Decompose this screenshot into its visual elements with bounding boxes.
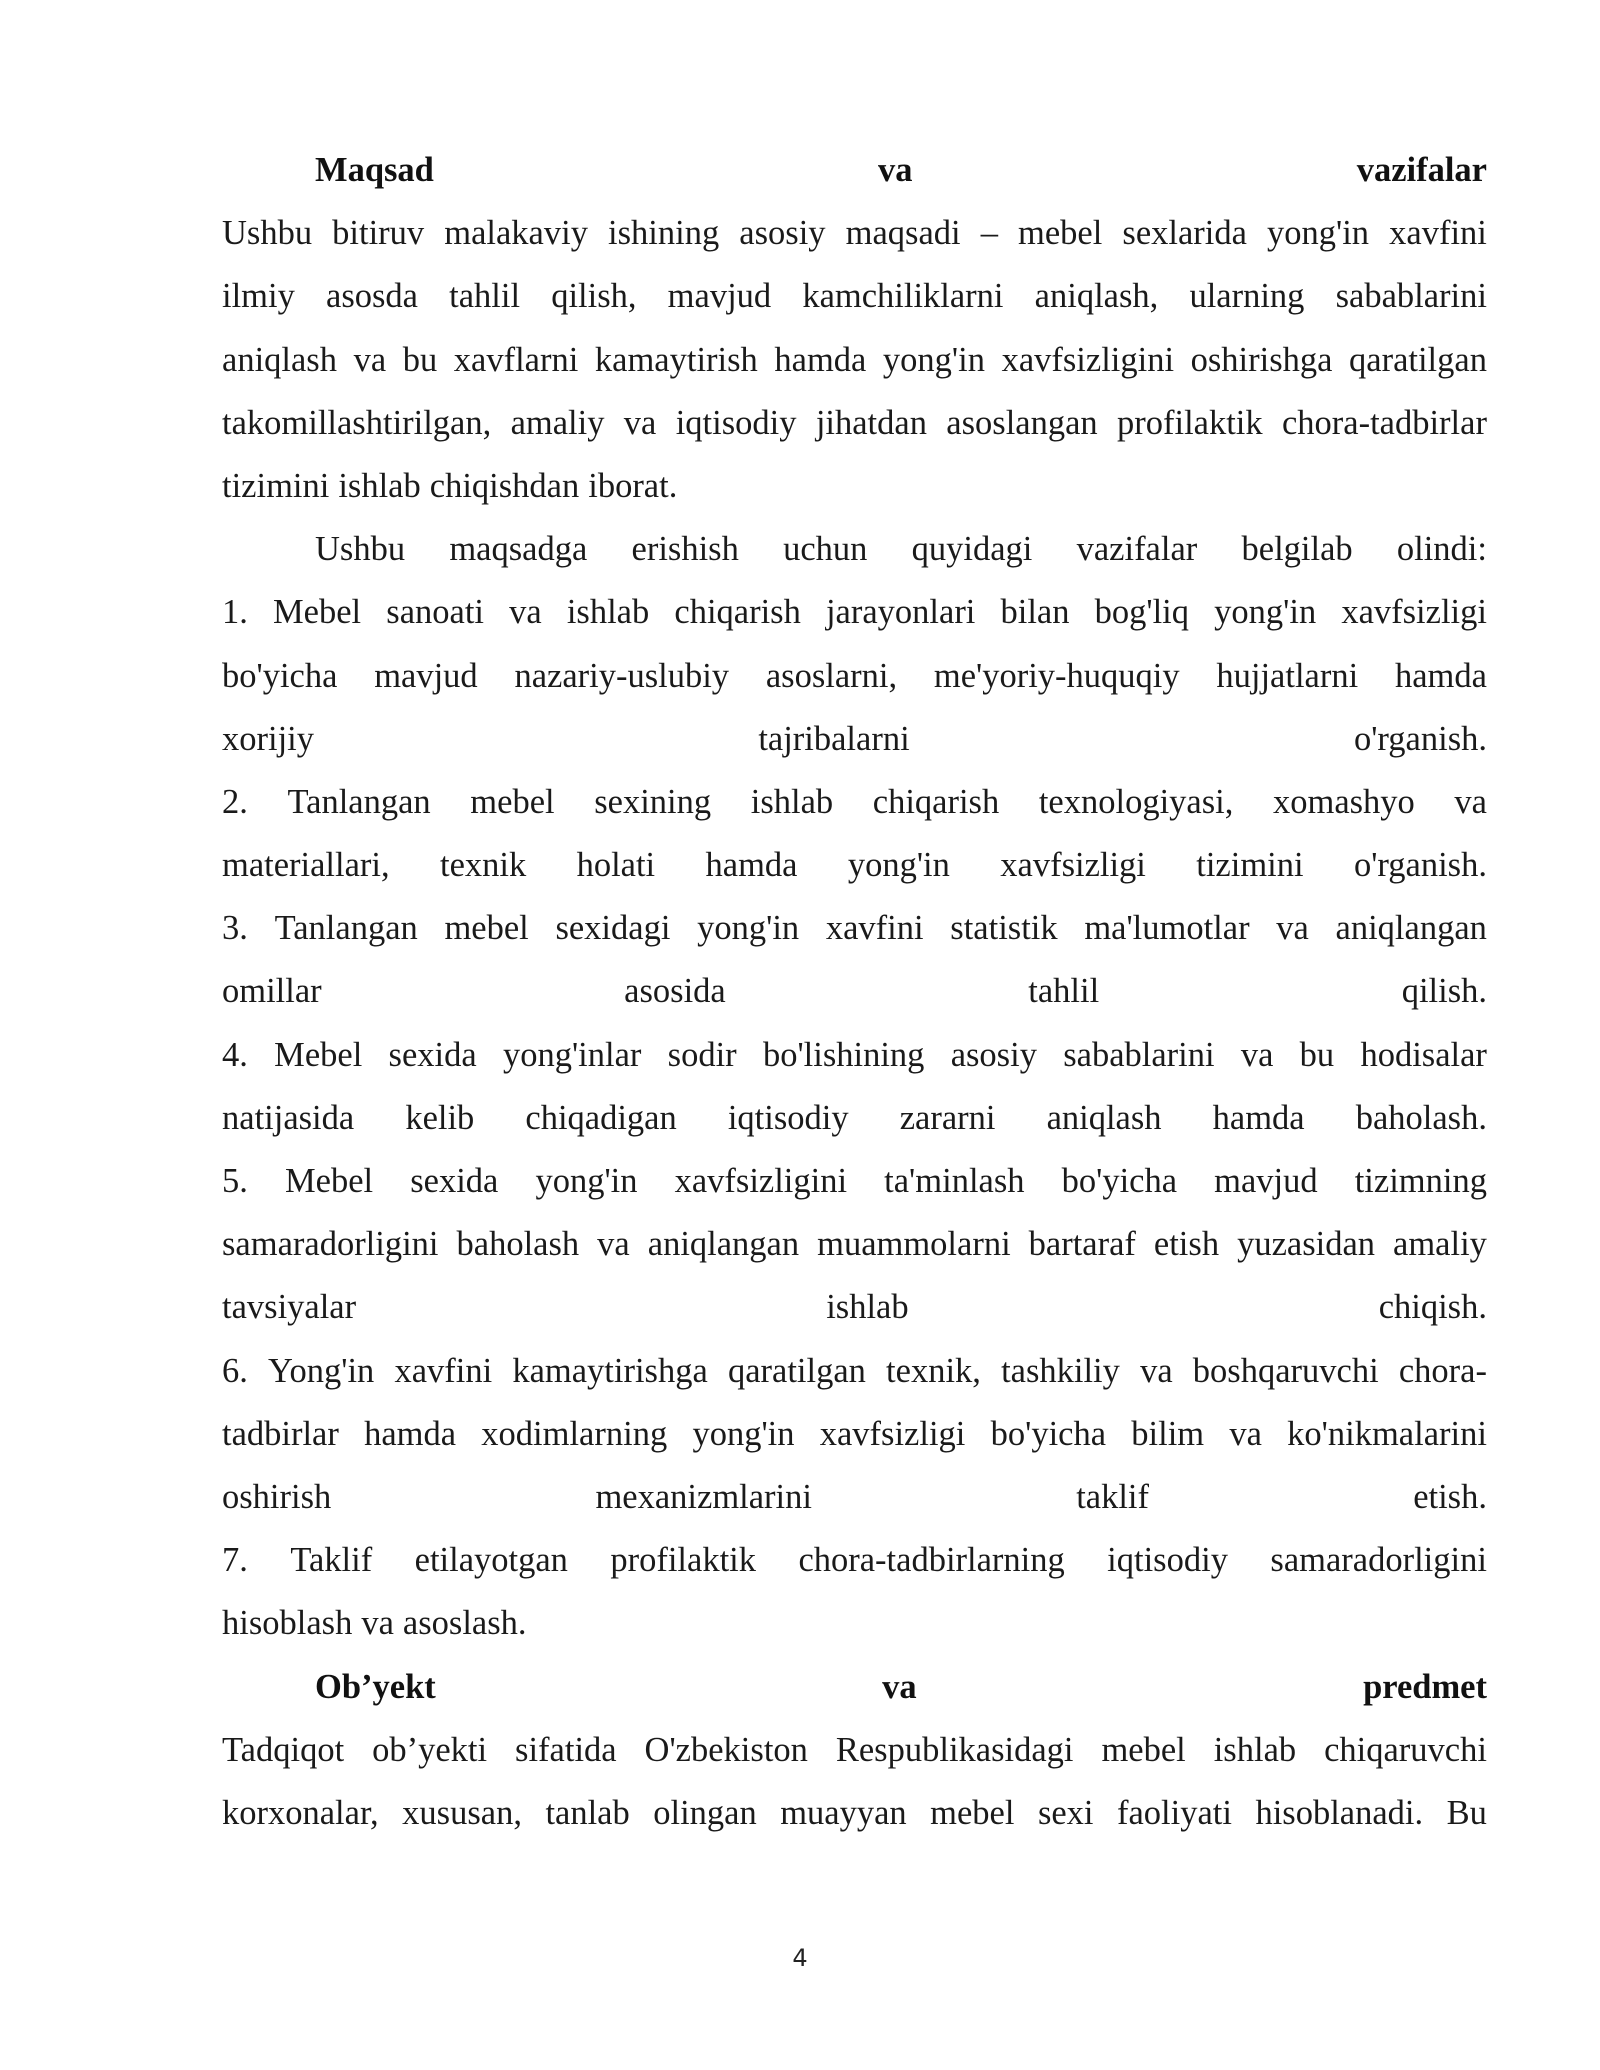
word: aniqlangan <box>1335 909 1487 948</box>
word: bo'yicha <box>222 656 338 695</box>
word: hujjatlarni <box>1216 656 1359 695</box>
word: va <box>1240 1035 1274 1074</box>
word: ta'minlash <box>884 1162 1025 1200</box>
word: xavfsizligi <box>1000 846 1146 885</box>
word: tahlil <box>1028 972 1100 1011</box>
word: qaratilgan <box>727 1351 866 1390</box>
word: xavfsizligi <box>819 1414 966 1453</box>
word: – <box>980 214 998 253</box>
word: chora-tadbirlarning <box>798 1541 1065 1580</box>
word: asoslarni, <box>765 656 898 695</box>
word: ishlab <box>1213 1730 1297 1769</box>
word: vazifalar <box>1076 530 1198 569</box>
word: samaradorligini <box>1270 1541 1487 1580</box>
word: materiallari, <box>222 846 390 885</box>
word: vazifalar <box>1356 151 1487 189</box>
word: yong'in <box>1214 593 1317 632</box>
page-number: 4 <box>792 1944 808 1972</box>
word: mavjud <box>374 656 478 695</box>
word: xususan, <box>402 1793 522 1832</box>
word: tanlab <box>545 1793 630 1832</box>
word: chiqish. <box>1378 1288 1487 1327</box>
word: xavfsizligini <box>1001 340 1175 379</box>
word: Mebel <box>273 593 362 632</box>
text-line <box>222 771 1487 834</box>
word: tavsiyalar <box>222 1288 357 1327</box>
word: O'zbekiston <box>644 1730 808 1769</box>
word: erishish <box>631 530 739 569</box>
word: 1. <box>222 593 248 632</box>
word: mebel <box>1101 1730 1186 1769</box>
word: Bu <box>1446 1793 1487 1832</box>
word: chiqishdan <box>429 466 580 505</box>
word: tashkiliy <box>1001 1351 1120 1390</box>
text-line <box>222 1213 1487 1276</box>
word: mexanizmlarini <box>595 1477 812 1516</box>
word: o'rganish. <box>1353 846 1487 885</box>
word: profilaktik <box>1117 403 1263 442</box>
word: ishining <box>608 214 720 253</box>
word: texnik <box>439 846 527 885</box>
word: olindi: <box>1396 530 1487 569</box>
word: sifatida <box>515 1730 617 1769</box>
word: chiqarish <box>674 593 801 632</box>
word: baholash <box>456 1225 580 1264</box>
word: holati <box>576 846 656 885</box>
word: xomashyo <box>1272 782 1415 821</box>
word: va <box>597 1225 630 1264</box>
word: Maqsad <box>315 151 434 189</box>
word: sexidagi <box>555 909 671 948</box>
word: chora- <box>1398 1351 1487 1390</box>
word: sexlarida <box>1122 214 1247 253</box>
text-line <box>222 1719 1487 1782</box>
word: xavfsizligini <box>674 1162 848 1200</box>
word: maqsadga <box>449 530 588 569</box>
text-line <box>222 645 1487 708</box>
word: chiqarish <box>872 782 1000 821</box>
word: Yong'in <box>268 1351 375 1390</box>
text-line <box>222 1276 1487 1339</box>
text-line <box>222 1403 1487 1466</box>
word: boshqaruvchi <box>1192 1351 1379 1390</box>
word: sexida <box>410 1162 499 1200</box>
word: yong'in <box>535 1162 638 1200</box>
word: Mebel <box>284 1162 374 1200</box>
word: 3. <box>222 909 248 948</box>
word: va <box>353 340 387 379</box>
text-line <box>222 581 1487 644</box>
word: uchun <box>783 530 868 569</box>
word: 4. <box>222 1035 248 1074</box>
word: quyidagi <box>911 530 1033 569</box>
word: va <box>509 593 542 632</box>
word: baholash. <box>1355 1098 1487 1137</box>
text-line <box>222 455 1487 518</box>
section-heading-line <box>222 139 1487 202</box>
word: aniqlangan <box>647 1225 800 1264</box>
word: tizimini <box>1196 846 1304 885</box>
word: aniqlash <box>222 340 337 379</box>
word: bog'liq <box>1094 593 1190 632</box>
word: hamda <box>705 846 798 885</box>
word: xavfini <box>394 1351 493 1390</box>
word: sexi <box>1037 1793 1094 1832</box>
text-line <box>222 518 1487 581</box>
word: Tanlangan <box>274 909 418 948</box>
word: malakaviy <box>444 214 588 253</box>
word: 2. <box>222 782 248 821</box>
word: mebel <box>930 1793 1015 1832</box>
word: iqtisodiy <box>675 403 797 442</box>
word: chora-tadbirlar <box>1281 403 1487 442</box>
word: ishlab <box>826 1288 909 1327</box>
word: qaratilgan <box>1349 340 1487 379</box>
word: faoliyati <box>1117 1793 1232 1832</box>
word: tajribalarni <box>758 719 910 758</box>
word: ilmiy <box>222 277 295 316</box>
word: hamda <box>1394 656 1487 695</box>
word: 5. <box>222 1162 248 1200</box>
text-line <box>222 329 1487 392</box>
word: kamaytirish <box>594 340 758 379</box>
text-line <box>222 1466 1487 1529</box>
word: ishlab <box>750 782 834 821</box>
word: sodir <box>667 1035 737 1074</box>
word: etilayotgan <box>414 1541 568 1580</box>
word: mebel <box>1018 214 1103 253</box>
text-line <box>222 1782 1487 1845</box>
word: etish <box>1153 1225 1220 1264</box>
word: Ob’yekt <box>315 1667 436 1706</box>
word: ma'lumotlar <box>1084 909 1250 948</box>
word: zararni <box>899 1098 996 1137</box>
word: Tadqiqot <box>222 1730 345 1769</box>
text-line <box>222 1592 1487 1655</box>
word: ishlab <box>566 593 650 632</box>
word: oshirish <box>222 1477 332 1516</box>
word: hamda <box>1212 1098 1305 1137</box>
word: tadbirlar <box>222 1414 339 1453</box>
word: hamda <box>774 340 867 379</box>
word: va <box>1454 782 1487 821</box>
word: va <box>623 403 657 442</box>
word: muayyan <box>780 1793 907 1832</box>
word: etish. <box>1413 1477 1487 1516</box>
word: mebel <box>470 782 555 821</box>
word: ob’yekti <box>372 1730 488 1769</box>
word: va <box>878 151 913 189</box>
word: sanoati <box>386 593 484 632</box>
word: va <box>1229 1414 1262 1453</box>
word: sexining <box>594 782 712 821</box>
word: statistik <box>950 909 1058 948</box>
word: mebel <box>444 909 529 948</box>
word: jarayonlari <box>825 593 976 632</box>
word: yuzasidan <box>1237 1225 1376 1264</box>
word: va <box>882 1667 917 1706</box>
word: samaradorligini <box>222 1225 439 1264</box>
word: yong'inlar <box>502 1035 642 1074</box>
word: va <box>1276 909 1309 948</box>
section-heading-line <box>222 1656 1487 1719</box>
word: hisoblanadi. <box>1255 1793 1424 1832</box>
word: hodisalar <box>1360 1035 1487 1074</box>
word: xodimlarning <box>481 1414 668 1453</box>
text-line <box>222 897 1487 960</box>
word: yong'in <box>882 340 985 379</box>
word: ishlab <box>338 466 421 505</box>
word: 6. <box>222 1351 248 1390</box>
word: kamchiliklarni <box>802 277 1004 316</box>
word: va <box>1140 1351 1173 1390</box>
word: yong'in <box>1267 214 1370 253</box>
word: tizimning <box>1354 1162 1487 1200</box>
word: yong'in <box>697 909 800 948</box>
word: xavfini <box>1389 214 1487 253</box>
word: jihatdan <box>815 403 927 442</box>
word: korxonalar, <box>222 1793 379 1832</box>
text-line <box>222 1024 1487 1087</box>
word: taklif <box>1076 1477 1149 1516</box>
word: xavfini <box>825 909 924 948</box>
word: Tanlangan <box>287 782 431 821</box>
word: me'yoriy-huquqiy <box>933 656 1180 695</box>
word: profilaktik <box>610 1541 756 1580</box>
text-line <box>222 708 1487 771</box>
word: asosda <box>326 277 418 316</box>
word: bu <box>402 340 438 379</box>
word: bu <box>1299 1035 1335 1074</box>
text-line <box>222 1529 1487 1592</box>
text-line <box>222 392 1487 455</box>
word: sexida <box>388 1035 477 1074</box>
text-line <box>222 834 1487 897</box>
word: hamda <box>364 1414 457 1453</box>
page-body-text <box>222 139 1487 1845</box>
text-line <box>222 1150 1487 1213</box>
word: bo'lishining <box>762 1035 925 1074</box>
word: bartaraf <box>1028 1225 1136 1264</box>
word: amaliy <box>1393 1225 1487 1264</box>
word: mavjud <box>667 277 772 316</box>
word: yong'in <box>692 1414 795 1453</box>
word: asosiy <box>739 214 826 253</box>
word: hisoblash <box>222 1604 353 1643</box>
text-line <box>222 265 1487 328</box>
word: oshirishga <box>1190 340 1333 379</box>
word: mavjud <box>1214 1162 1318 1200</box>
word: takomillashtirilgan, <box>222 403 492 442</box>
word: Respublikasidagi <box>835 1730 1074 1769</box>
word: bo'yicha <box>1061 1162 1178 1200</box>
word: Ushbu <box>222 214 313 253</box>
word: bilan <box>1000 593 1070 632</box>
word: o'rganish. <box>1353 719 1487 758</box>
word: olingan <box>653 1793 757 1832</box>
word: kelib <box>405 1098 475 1137</box>
word: chiqadigan <box>525 1098 677 1137</box>
word: Taklif <box>290 1541 373 1580</box>
word: nazariy-uslubiy <box>514 656 730 695</box>
word: amaliy <box>510 403 605 442</box>
word: yong'in <box>847 846 950 885</box>
word: Mebel <box>274 1035 363 1074</box>
word: xavflarni <box>453 340 579 379</box>
text-line <box>222 1340 1487 1403</box>
word: sabablarini <box>1063 1035 1215 1074</box>
word: muammolarni <box>817 1225 1011 1264</box>
word: asoslash. <box>402 1604 527 1643</box>
text-line <box>222 1087 1487 1150</box>
word: bilim <box>1131 1414 1205 1453</box>
word: bo'yicha <box>990 1414 1107 1453</box>
word: aniqlash, <box>1034 277 1159 316</box>
word: kamaytirishga <box>512 1351 708 1390</box>
word: belgilab <box>1241 530 1353 569</box>
word: aniqlash <box>1046 1098 1162 1137</box>
word: Ushbu <box>315 530 406 569</box>
word: omillar <box>222 972 322 1011</box>
word: bitiruv <box>332 214 425 253</box>
text-line <box>222 202 1487 265</box>
word: texnologiyasi, <box>1038 782 1234 821</box>
word: predmet <box>1363 1667 1487 1706</box>
word: maqsadi <box>845 214 961 253</box>
word: sabablarini <box>1335 277 1487 316</box>
word: tahlil <box>449 277 521 316</box>
word: texnik, <box>886 1351 981 1390</box>
word: iborat. <box>588 466 678 505</box>
word: asosiy <box>950 1035 1037 1074</box>
word: ko'nikmalarini <box>1287 1414 1487 1453</box>
word: asosida <box>624 972 726 1011</box>
word: asoslangan <box>946 403 1098 442</box>
word: xorijiy <box>222 719 314 758</box>
word: 7. <box>222 1541 248 1580</box>
word: tizimini <box>222 466 330 505</box>
word: natijasida <box>222 1098 355 1137</box>
word: qilish, <box>551 277 637 316</box>
word: ularning <box>1189 277 1305 316</box>
word: chiqaruvchi <box>1324 1730 1487 1769</box>
text-line <box>222 960 1487 1023</box>
word: va <box>361 1604 394 1643</box>
word: iqtisodiy <box>1107 1541 1228 1580</box>
word: xavfsizligi <box>1341 593 1487 632</box>
word: qilish. <box>1401 972 1487 1011</box>
word: iqtisodiy <box>727 1098 849 1137</box>
